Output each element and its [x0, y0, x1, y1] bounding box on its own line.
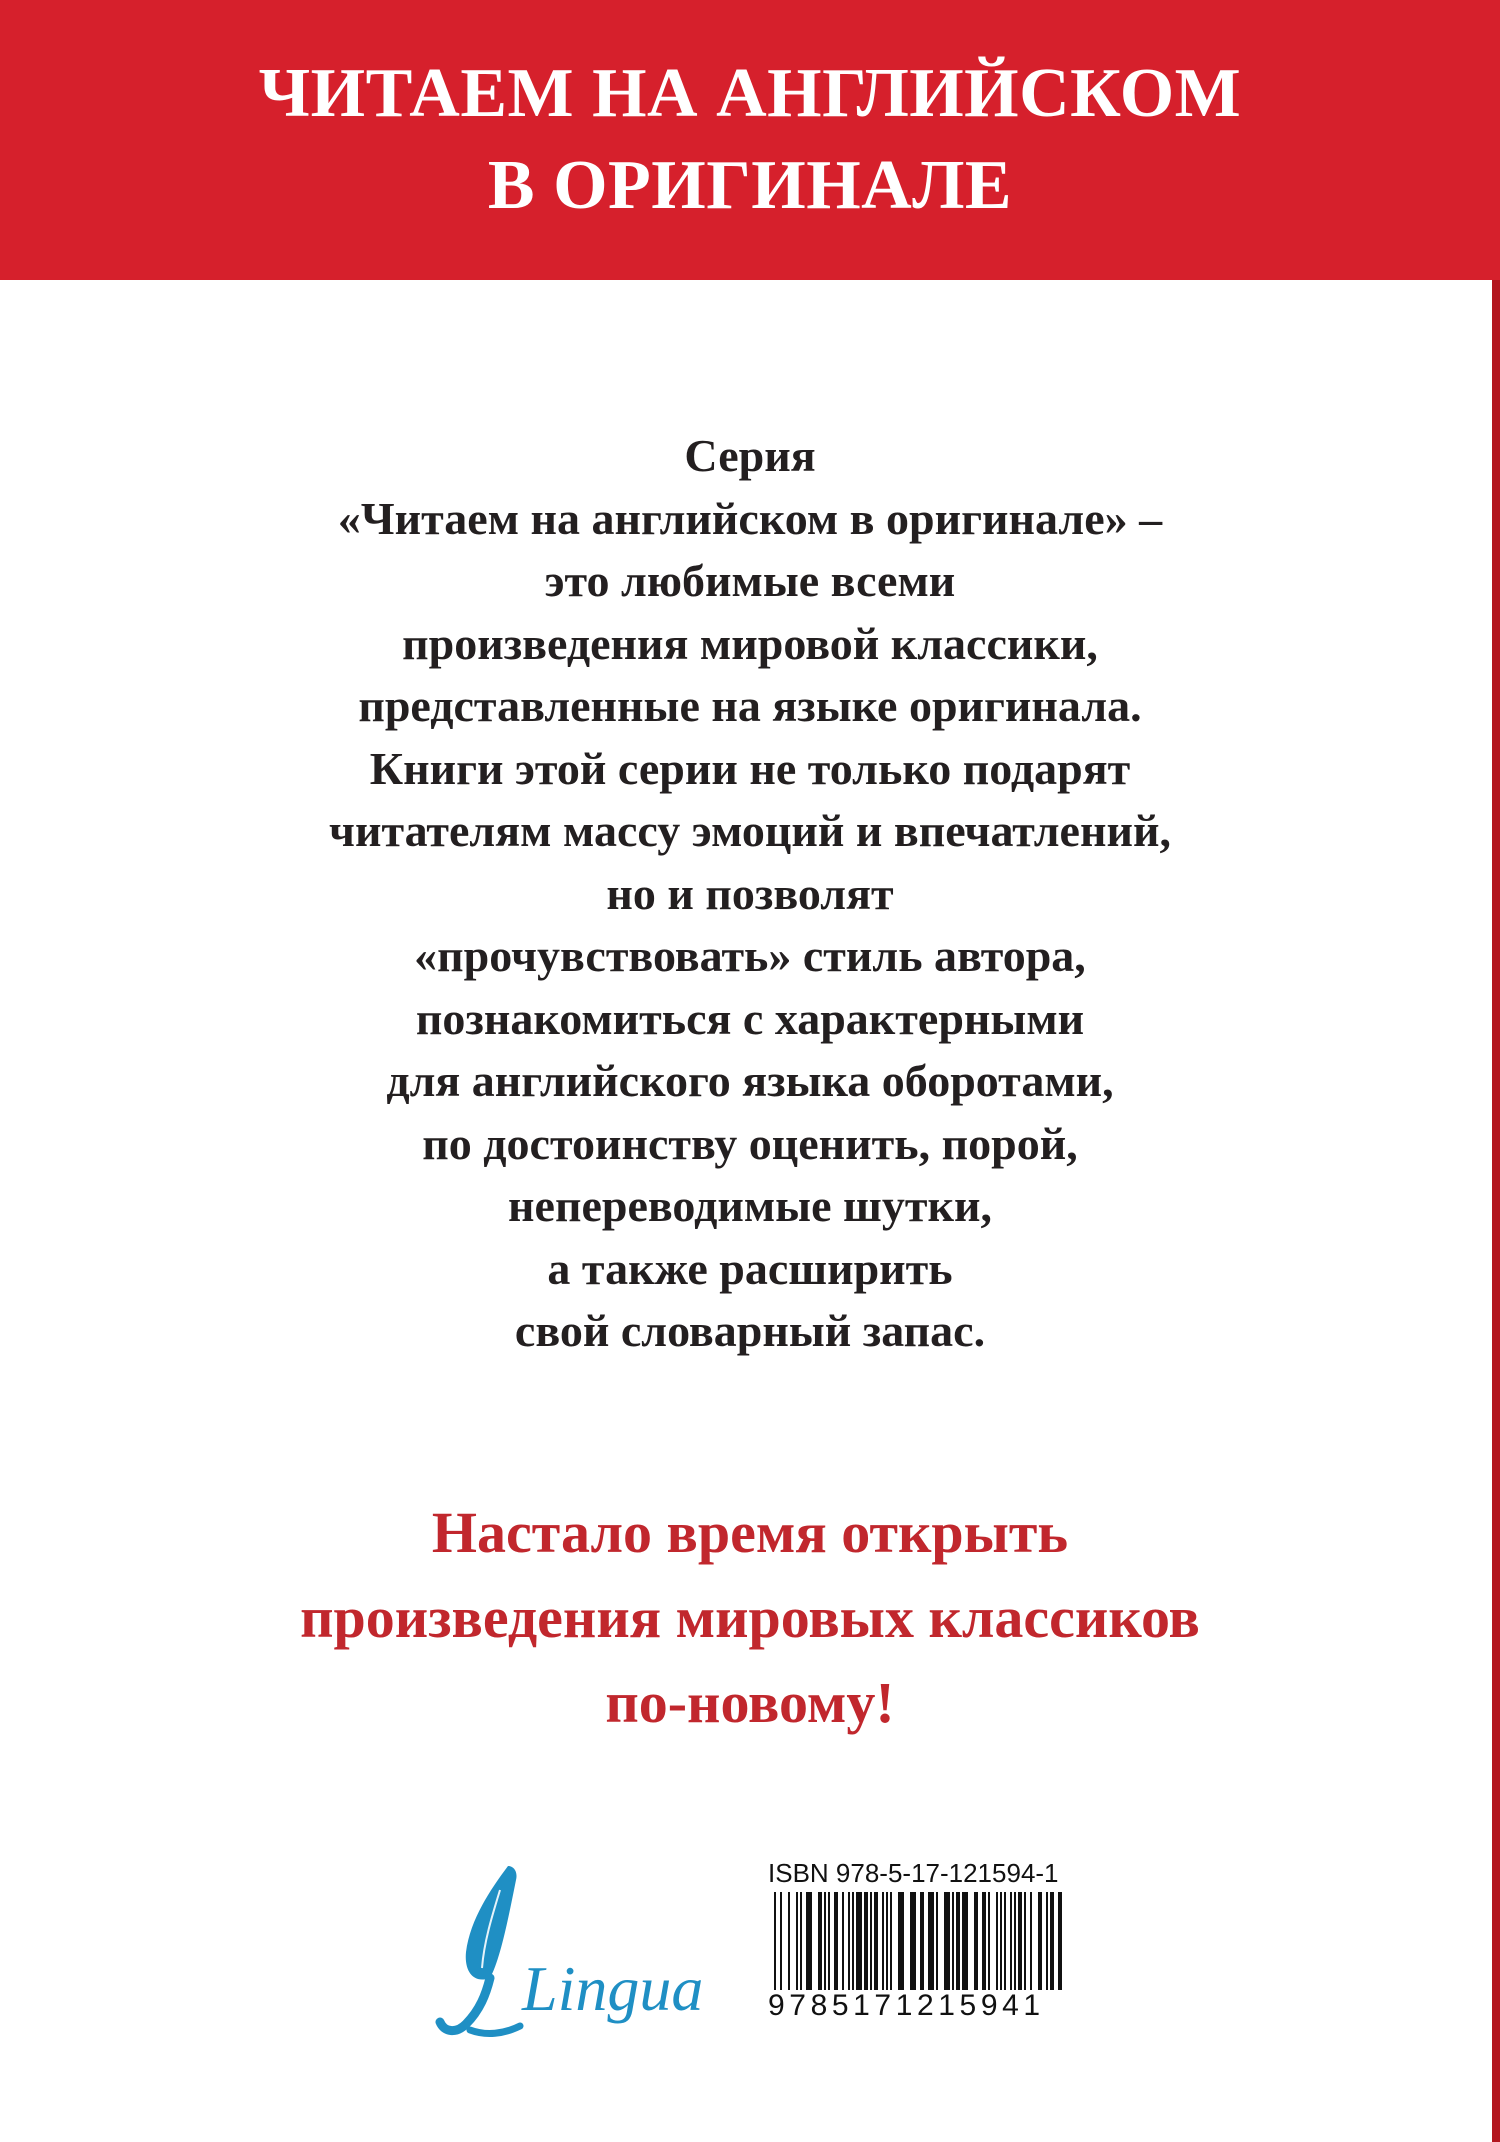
barcode-bar [944, 1892, 950, 1990]
barcode-bar [818, 1892, 822, 1990]
barcode-bar [1014, 1892, 1016, 1990]
feather-quill-icon [440, 1866, 520, 2033]
description-line: свой словарный запас. [514, 1305, 986, 1356]
description-line: Серия [684, 430, 816, 481]
barcode-bar [936, 1892, 938, 1990]
barcode-bar [796, 1892, 798, 1990]
description-line: «прочувствовать» стиль автора, [414, 930, 1086, 981]
barcode-bar [828, 1892, 830, 1990]
barcode-bar [806, 1892, 812, 1990]
cta-line: произведения мировых классиков [300, 1585, 1200, 1650]
barcode-bar [852, 1892, 854, 1990]
description-line: но и позволят [606, 867, 894, 919]
description-line: а также расширить [547, 1242, 953, 1294]
description-line: по достоинству оценить, порой, [422, 1117, 1078, 1169]
barcode-bar [788, 1892, 790, 1990]
barcode-bar [982, 1892, 986, 1990]
cta-line: по-новому! [605, 1670, 895, 1735]
barcode-bar [928, 1892, 934, 1990]
barcode-bar [834, 1892, 838, 1990]
lingua-logo [430, 1860, 710, 2050]
barcode-bar [890, 1892, 892, 1990]
description-line: представленные на языке оригинала. [358, 680, 1142, 731]
barcode-bar [1024, 1892, 1026, 1990]
barcode-bar [882, 1892, 884, 1990]
barcode-bar [824, 1892, 826, 1990]
banner-title-line-1: ЧИТАЕМ НА АНГЛИЙСКОМ [258, 55, 1242, 132]
logo-wordmark: Lingua [522, 1953, 704, 2024]
description-line: для английского языка оборотами, [386, 1055, 1114, 1106]
barcode-bar [1050, 1892, 1054, 1990]
barcode-bar [856, 1892, 862, 1990]
barcode-bar [1030, 1892, 1032, 1990]
barcode-bar [1058, 1892, 1062, 1990]
barcode-block [768, 1858, 1068, 2022]
barcode-bar [864, 1892, 868, 1990]
barcode-bar [956, 1892, 960, 1990]
isbn-label: ISBN 978-5-17-121594-1 [768, 1858, 1059, 1888]
barcode-bar [996, 1892, 998, 1990]
barcode-bar [988, 1892, 990, 1990]
call-to-action [0, 1490, 1500, 1745]
barcode-bar [910, 1892, 916, 1990]
series-description [0, 425, 1500, 1363]
description-line: произведения мировой классики, [402, 617, 1098, 669]
barcode-bar [1046, 1892, 1048, 1990]
barcode-bar [952, 1892, 954, 1990]
barcode-bar [870, 1892, 872, 1990]
barcode-bar [974, 1892, 978, 1990]
series-banner [0, 0, 1500, 280]
barcode-bar [920, 1892, 924, 1990]
barcode-bar [874, 1892, 878, 1990]
barcode-bar [1038, 1892, 1042, 1990]
barcode-bar [1010, 1892, 1012, 1990]
barcode-bars [768, 1892, 1068, 1990]
ean-number: 9785171215941 [768, 1989, 1045, 2022]
description-line: познакомиться с характерными [415, 992, 1085, 1044]
barcode-bar [886, 1892, 888, 1990]
barcode-bar [780, 1892, 782, 1990]
barcode-bar [774, 1892, 776, 1990]
description-line: «Читаем на английском в оригинале» – [337, 492, 1163, 544]
barcode-bar [848, 1892, 850, 1990]
barcode-bar [842, 1892, 844, 1990]
cta-line: Настало время открыть [431, 1500, 1069, 1565]
description-line: непереводимые шутки, [508, 1180, 992, 1231]
barcode-bar [898, 1892, 904, 1990]
barcode-bar [1000, 1892, 1002, 1990]
description-line: читателям массу эмоций и впечатлений, [329, 805, 1171, 856]
barcode-bar [1004, 1892, 1006, 1990]
barcode-bar [800, 1892, 802, 1990]
lingua-logo-graphic [430, 1860, 710, 2050]
description-line: Книги этой серии не только подарят [369, 742, 1131, 794]
barcode-bar [962, 1892, 968, 1990]
description-line: это любимые всеми [544, 555, 956, 606]
barcode-bar [1018, 1892, 1022, 1990]
banner-title-line-2: В ОРИГИНАЛЕ [487, 147, 1013, 224]
